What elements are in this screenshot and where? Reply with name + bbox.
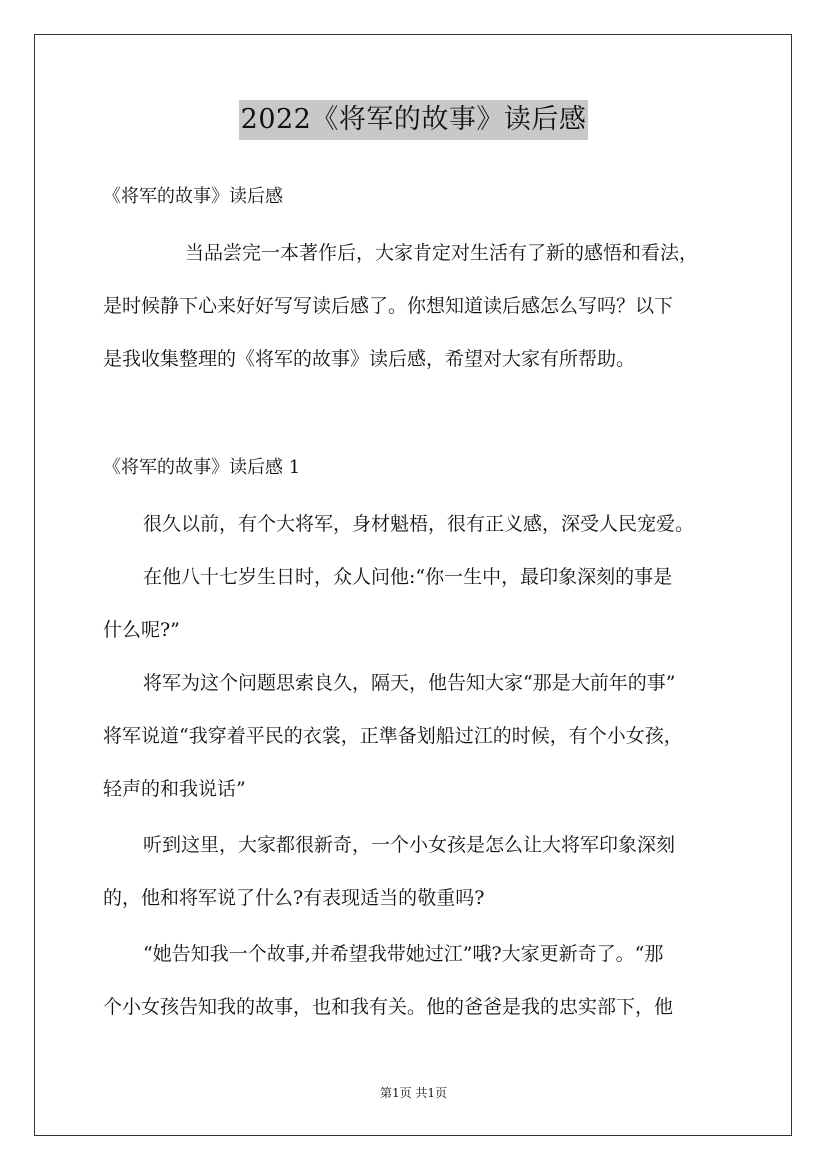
paragraph-2-line-2: 什么呢?” (103, 619, 180, 641)
intro-line-2: 是时候静下心来好好写写读后感了。你想知道读后感怎么写吗？以下 (103, 295, 674, 317)
subtitle: 《将军的故事》读后感 (103, 186, 283, 207)
paragraph-5-line-1: “她告知我一个故事,并希望我带她过江”哦?大家更新奇了。“那 (143, 943, 664, 965)
paragraph-4-line-1: 听到这里，大家都很新奇，一个小女孩是怎么让大将军印象深刻 (143, 834, 676, 856)
paragraph-3-line-3: 轻声的和我说话” (103, 778, 246, 800)
document-title: 2022《将军的故事》读后感 (239, 100, 589, 140)
paragraph-2-line-1: 在他八十七岁生日时，众人问他:“你一生中，最印象深刻的事是 (143, 566, 673, 588)
paragraph-5-line-2: 个小女孩告知我的故事，也和我有关。他的爸爸是我的忠实部下，他 (103, 996, 674, 1018)
section-heading: 《将军的故事》读后感 1 (103, 457, 301, 478)
intro-line-1: 当品尝完一本著作后，大家肯定对生活有了新的感悟和看法， (185, 242, 699, 264)
intro-line-3: 是我收集整理的《将军的故事》读后感，希望对大家有所帮助。 (103, 348, 636, 370)
paragraph-3-line-2: 将军说道“我穿着平民的衣裳，正準备划船过江的时候，有个小女孩， (103, 725, 683, 747)
paragraph-4-line-2: 的，他和将军说了什么?有表现适当的敬重吗? (103, 887, 485, 909)
page-footer: 第1页 共1页 (379, 1086, 448, 1100)
paragraph-3-line-1: 将军为这个问题思索良久，隔天，他告知大家“那是大前年的事” (143, 672, 676, 694)
paragraph-1: 很久以前，有个大将军，身材魁梧，很有正义感，深受人民宠爱。 (143, 513, 695, 535)
